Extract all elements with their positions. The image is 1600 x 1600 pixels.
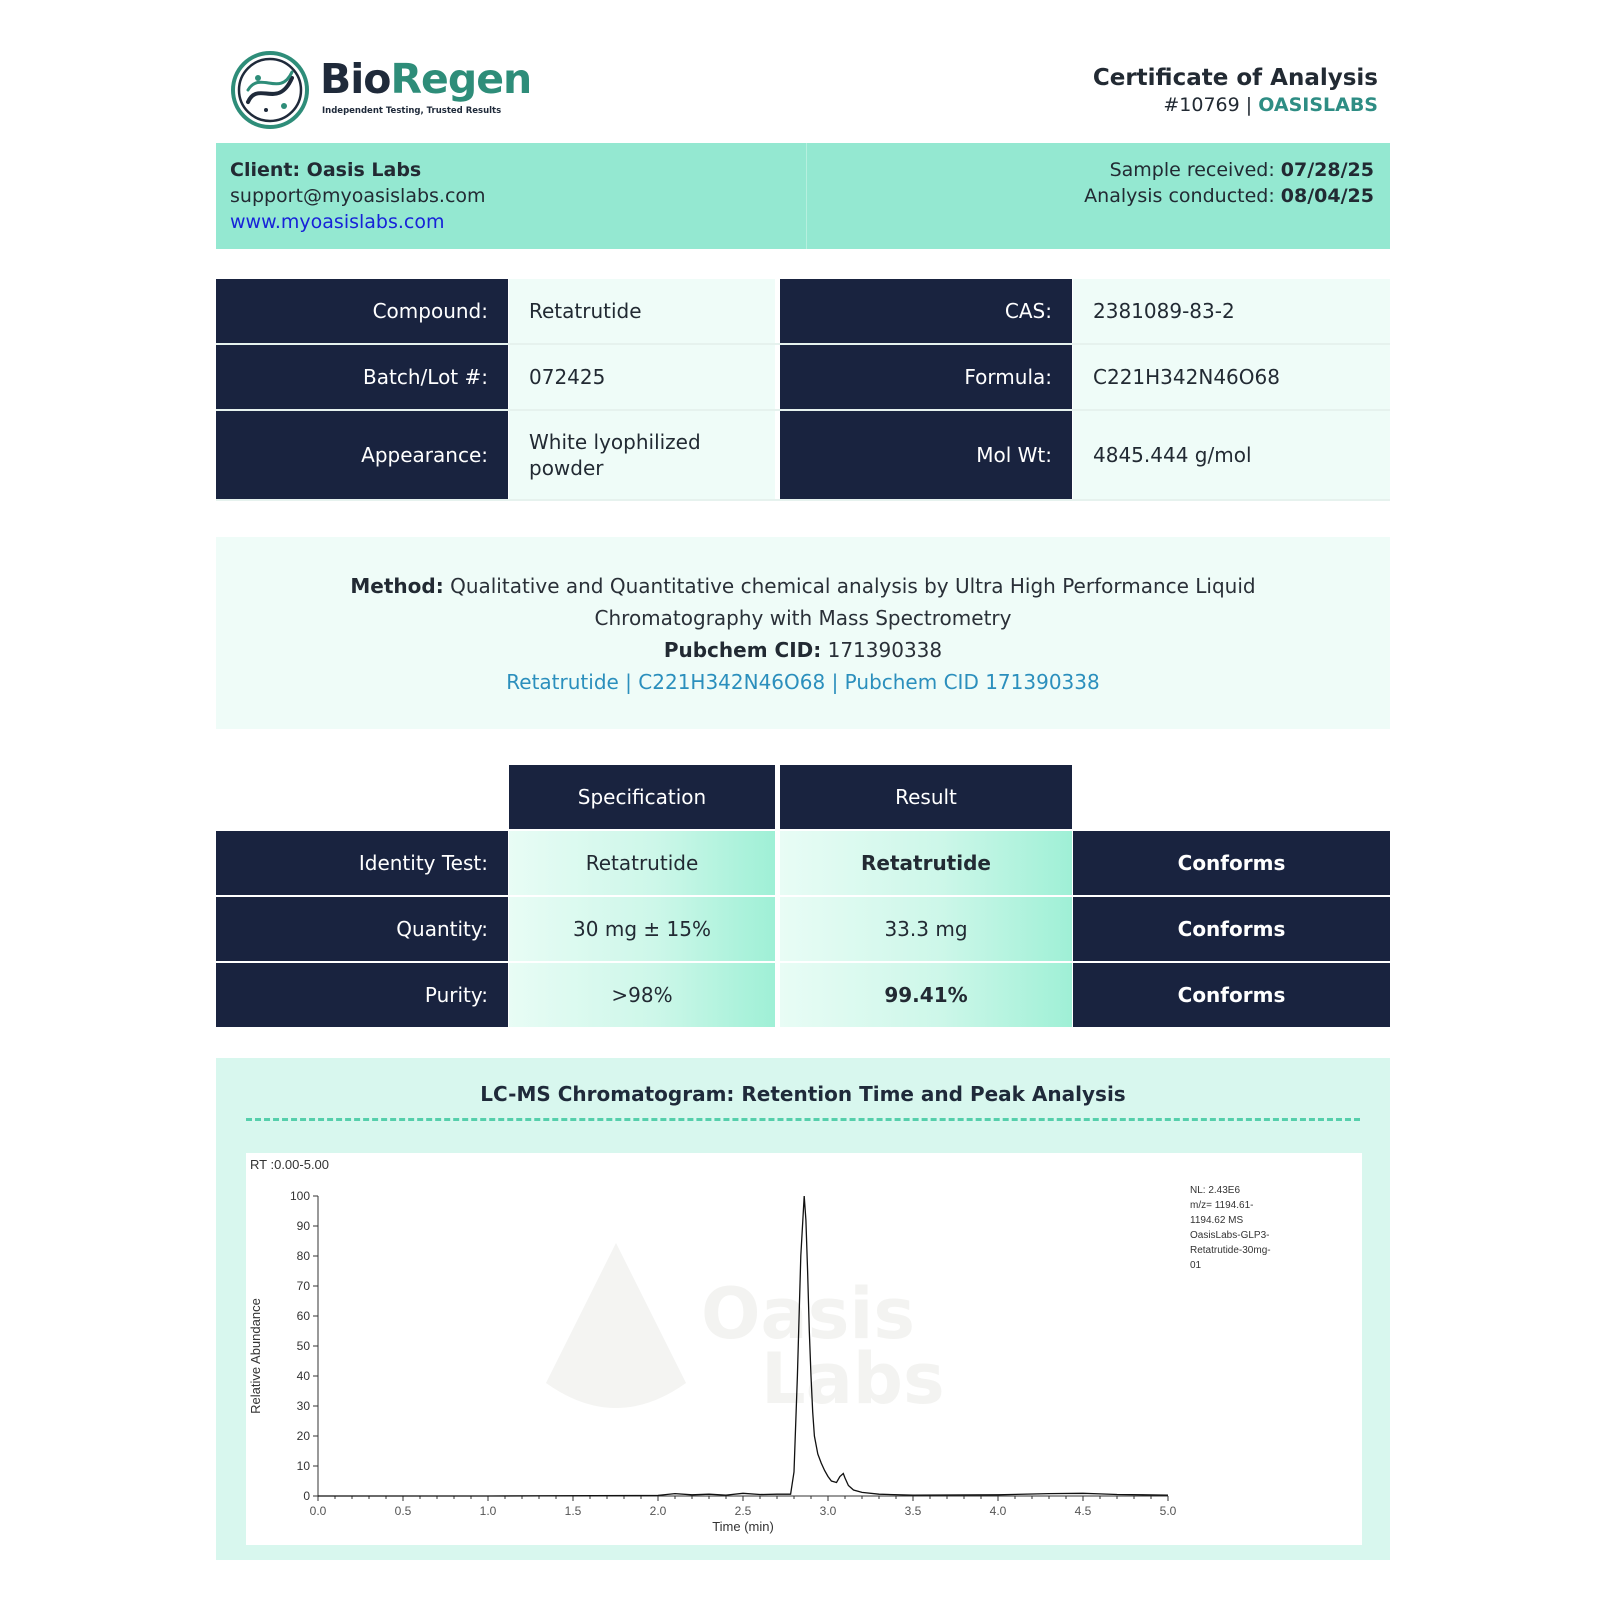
brand-tagline: Independent Testing, Trusted Results <box>322 106 502 116</box>
result-cell: Retatrutide <box>780 831 1072 895</box>
document-number-line <box>1093 92 1378 118</box>
client-info-band <box>216 143 1390 249</box>
table-row <box>216 831 1390 895</box>
brand-part2: Regen <box>390 55 532 103</box>
y-tick-label: 90 <box>296 1219 310 1233</box>
annotation-text: NL: 2.43E6 <box>1190 1185 1241 1196</box>
x-tick-label: 5.0 <box>1159 1504 1177 1518</box>
brand-part1: Bio <box>320 55 391 103</box>
status-cell: Conforms <box>1073 831 1390 895</box>
chromatogram-plot-area <box>246 1153 1362 1545</box>
formula-value: C221H342N46O68 <box>1073 345 1390 409</box>
watermark-shape <box>546 1243 686 1408</box>
spec-cell: Retatrutide <box>509 831 775 895</box>
watermark <box>546 1243 945 1420</box>
client-email: support@myoasislabs.com <box>230 185 486 207</box>
cas-value: 2381089-83-2 <box>1073 279 1390 343</box>
batch-value: 072425 <box>509 345 775 409</box>
biorege-logo-mark-icon <box>230 50 310 130</box>
annotation-text: OasisLabs-GLP3- <box>1190 1230 1270 1241</box>
compound-info-table <box>216 279 1390 501</box>
y-tick-label: 70 <box>296 1279 310 1293</box>
compound-label: Compound: <box>216 279 508 343</box>
y-tick-label: 10 <box>296 1459 310 1473</box>
compound-value: Retatrutide <box>509 279 775 343</box>
annotation-text: 1194.62 MS <box>1190 1215 1244 1226</box>
results-table <box>216 765 1390 1027</box>
spec-cell: >98% <box>509 963 775 1027</box>
x-tick-label: 3.5 <box>904 1504 922 1518</box>
y-tick-label: 100 <box>289 1189 310 1203</box>
watermark-text: Oasis <box>701 1273 916 1355</box>
status-cell: Conforms <box>1073 963 1390 1027</box>
chromatogram-panel <box>216 1058 1390 1560</box>
table-row <box>216 279 1390 345</box>
result-header: Result <box>780 765 1072 829</box>
x-tick-label: 0.5 <box>394 1504 412 1518</box>
sample-dates <box>1084 157 1374 209</box>
document-number: #10769 <box>1163 94 1240 116</box>
method-box <box>216 537 1390 729</box>
x-tick-label: 4.0 <box>989 1504 1007 1518</box>
lab-name: OASISLABS <box>1258 94 1378 116</box>
document-title: Certificate of Analysis <box>1092 65 1378 91</box>
x-tick-label: 2.5 <box>734 1504 752 1518</box>
annotation-text: m/z= 1194.61- <box>1190 1200 1254 1211</box>
x-tick-label: 0.0 <box>309 1504 327 1518</box>
method-text <box>216 570 1390 634</box>
analysis-conducted-label: Analysis conducted: <box>1084 185 1275 207</box>
method-label: Method: <box>350 574 444 598</box>
table-row <box>216 897 1390 961</box>
mol-wt-label: Mol Wt: <box>780 411 1072 499</box>
y-axis-label: Relative Abundance <box>248 1298 263 1414</box>
table-row <box>216 345 1390 411</box>
method-line2: Chromatography with Mass Spectrometry <box>594 606 1012 630</box>
y-tick-label: 30 <box>296 1399 310 1413</box>
table-row <box>216 411 1390 501</box>
batch-label: Batch/Lot #: <box>216 345 508 409</box>
row-label: Purity: <box>216 963 508 1027</box>
certificate-heading <box>1093 64 1378 118</box>
pubchem-label: Pubchem CID: <box>663 638 822 662</box>
method-line1: Qualitative and Quantitative chemical analysis by Ultra High Performance Liquid <box>450 574 1256 598</box>
row-label: Identity Test: <box>216 831 508 895</box>
specification-header: Specification <box>509 765 775 829</box>
watermark-text: Labs <box>761 1338 945 1420</box>
chromatogram-chart <box>246 1153 1362 1545</box>
client-details <box>230 157 486 235</box>
y-tick-label: 80 <box>296 1249 310 1263</box>
formula-label: Formula: <box>780 345 1072 409</box>
spec-cell: 30 mg ± 15% <box>509 897 775 961</box>
brand-wordmark <box>320 54 531 104</box>
y-tick-label: 40 <box>296 1369 310 1383</box>
biorege-logo <box>230 50 550 130</box>
sample-received-label: Sample received: <box>1109 159 1275 181</box>
annotation-text: Retatrutide-30mg- <box>1190 1245 1271 1256</box>
result-cell: 33.3 mg <box>780 897 1072 961</box>
sample-received-date: 07/28/25 <box>1280 159 1374 181</box>
x-tick-label: 3.0 <box>819 1504 837 1518</box>
client-website-link[interactable]: www.myoasislabs.com <box>230 211 445 233</box>
x-axis-label: Time (min) <box>712 1519 774 1534</box>
appearance-value: White lyophilized powder <box>509 411 775 499</box>
client-name: Client: Oasis Labs <box>230 159 422 181</box>
pubchem-line <box>216 634 1390 666</box>
range-label: RT :0.00-5.00 <box>250 1157 330 1172</box>
pubchem-link[interactable]: Retatrutide | C221H342N46O68 | Pubchem CID 171390338 <box>506 670 1100 694</box>
y-tick-label: 20 <box>296 1429 310 1443</box>
table-row <box>216 963 1390 1027</box>
pubchem-value: 171390338 <box>827 638 943 662</box>
annotation-text: 01 <box>1190 1260 1202 1271</box>
row-label: Quantity: <box>216 897 508 961</box>
title-divider <box>246 1118 1360 1121</box>
x-tick-label: 4.5 <box>1074 1504 1092 1518</box>
separator: | <box>1245 94 1253 116</box>
x-tick-label: 2.0 <box>649 1504 667 1518</box>
appearance-label: Appearance: <box>216 411 508 499</box>
result-cell: 99.41% <box>780 963 1072 1027</box>
x-tick-label: 1.0 <box>479 1504 497 1518</box>
y-tick-label: 50 <box>296 1339 310 1353</box>
mol-wt-value: 4845.444 g/mol <box>1073 411 1390 499</box>
status-cell: Conforms <box>1073 897 1390 961</box>
band-divider <box>806 143 807 249</box>
y-tick-label: 0 <box>303 1489 310 1503</box>
cas-label: CAS: <box>780 279 1072 343</box>
analysis-conducted-date: 08/04/25 <box>1280 185 1374 207</box>
y-tick-label: 60 <box>296 1309 310 1323</box>
x-tick-label: 1.5 <box>564 1504 582 1518</box>
chart-title: LC-MS Chromatogram: Retention Time and Peak Analysis <box>480 1082 1126 1106</box>
